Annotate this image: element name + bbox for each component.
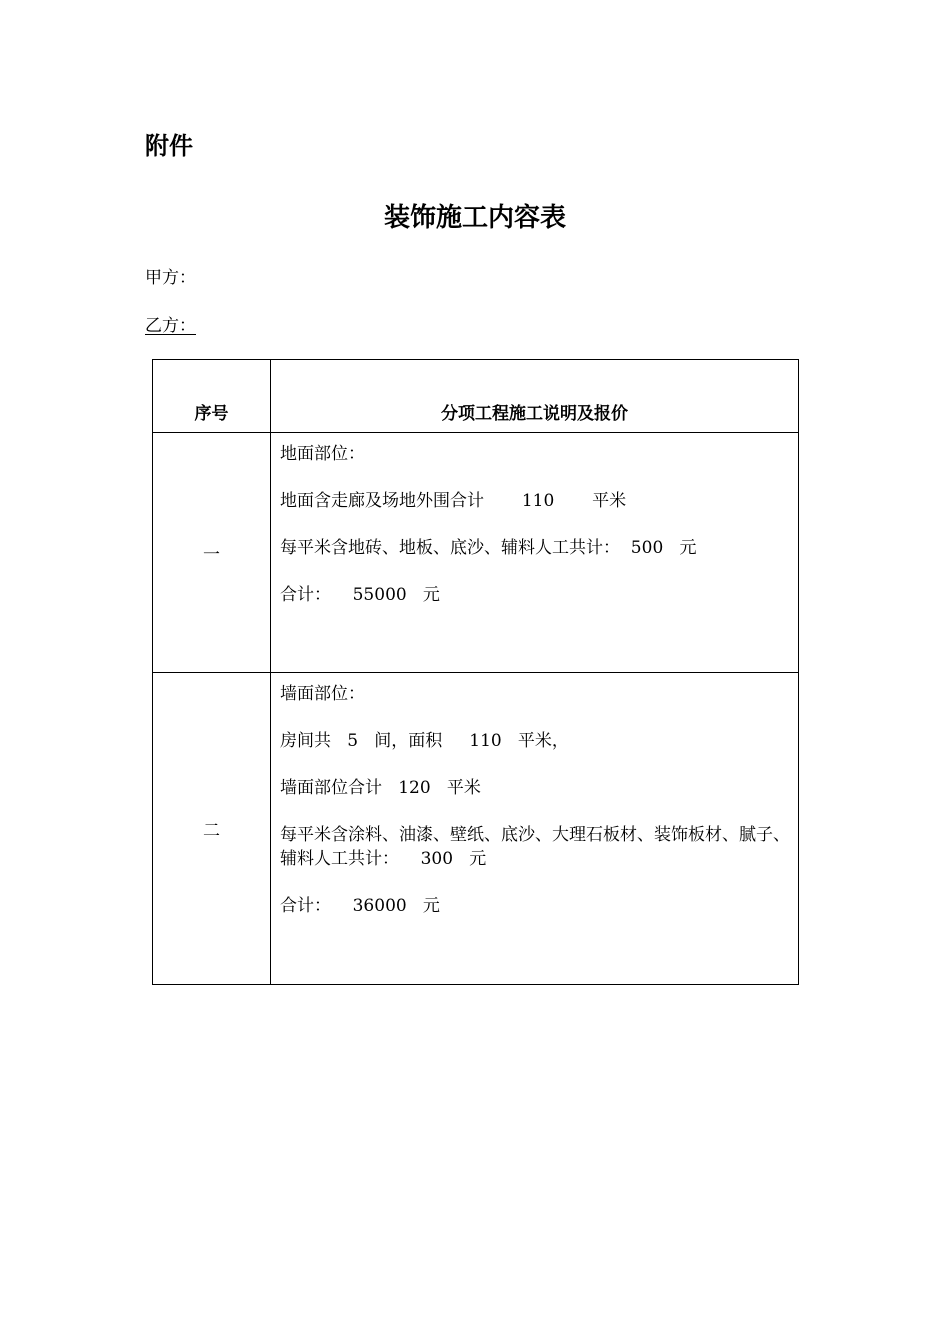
attachment-label: 附件	[145, 132, 193, 160]
description-line: 房间共 5 间，面积 110 平米，	[280, 731, 569, 751]
description-line: 地面部位：	[280, 444, 365, 464]
row-description	[271, 433, 799, 673]
description-line: 合计： 55000 元	[280, 585, 440, 605]
description-line: 墙面部位：	[280, 684, 365, 704]
header-description: 分项工程施工说明及报价	[271, 360, 799, 433]
description-line: 每平米含涂料、油漆、壁纸、底沙、大理石板材、装饰板材、腻子、辅料人工共计： 300 元	[280, 825, 790, 869]
table-row	[153, 673, 799, 985]
row-seq: 一	[153, 433, 271, 673]
party-a-label: 甲方：	[145, 268, 196, 288]
document-title: 装饰施工内容表	[383, 203, 566, 233]
table-row	[153, 433, 799, 673]
party-b-text: 乙方：	[145, 316, 196, 336]
description-line: 墙面部位合计 120 平米	[280, 778, 481, 798]
construction-content-table	[152, 359, 799, 985]
row-description	[271, 673, 799, 985]
row-seq: 二	[153, 673, 271, 985]
table-header-row	[153, 360, 799, 433]
description-line: 每平米含地砖、地板、底沙、辅料人工共计： 500 元	[280, 538, 697, 558]
description-line: 地面含走廊及场地外围合计 110 平米	[280, 491, 627, 511]
description-line: 合计： 36000 元	[280, 896, 440, 916]
header-seq: 序号	[153, 360, 271, 433]
party-b-label	[145, 314, 208, 338]
